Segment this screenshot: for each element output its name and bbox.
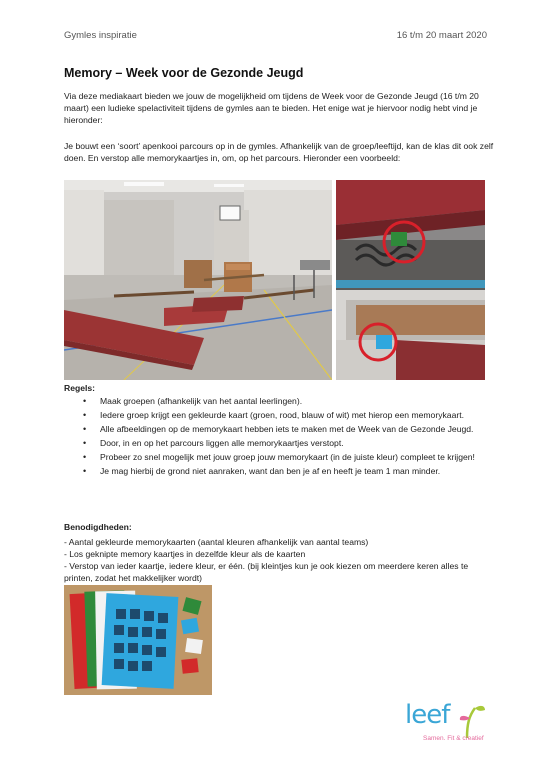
rules-heading: Regels: [64, 383, 96, 393]
materials-item: - Verstop van ieder kaartje, iedere kleur, er één. (bij kleintjes kun je ook kiezen om meerdere keren alles te printen, zodat het makkelijker wordt) [64, 561, 469, 583]
materials-item: - Aantal gekleurde memorykaarten (aantal kleuren afhankelijk van aantal teams) [64, 537, 369, 547]
page-title: Memory – Week voor de Gezonde Jeugd [64, 66, 304, 80]
leef-logo [405, 700, 495, 750]
materials-list [64, 536, 494, 584]
logo-wordmark: leef [405, 700, 450, 730]
parcours-paragraph: Je bouwt een ‘soort’ apenkooi parcours op in de gymles. Afhankelijk van de groep/leeftijd, kan de klas dit ook zelf doen. En verstop alle memorykaartjes in, om, op het parcours. Hieronder een voorbeeld: [64, 141, 494, 163]
memory-cards-photo [64, 585, 212, 695]
gym-hall-illustration [64, 180, 332, 380]
rule-item: • Maak groepen (afhankelijk van het aantal leerlingen). [64, 395, 494, 407]
materials-item: - Los geknipte memory kaartjes in dezelfde kleur als de kaarten [64, 549, 306, 559]
closeup-illustration [336, 180, 485, 380]
gym-hall-photo [64, 180, 332, 380]
logo-tagline: Samen. Fit & creatief [423, 735, 484, 742]
materials-heading: Benodigdheden: [64, 522, 132, 532]
sprout-icon [457, 700, 487, 740]
header-left: Gymles inspiratie [64, 30, 137, 41]
closeup-hidden-cards-photo [336, 180, 485, 380]
memory-cards-illustration [64, 585, 212, 695]
header-date: 16 t/m 20 maart 2020 [396, 30, 487, 41]
rule-item: • Je mag hierbij de grond niet aanraken, want dan ben je af en heeft je team 1 man minder. [64, 465, 494, 477]
rule-item: • Iedere groep krijgt een gekleurde kaart (groen, rood, blauw of wit) met hierop een memorykaart. [64, 409, 494, 421]
rules-list [64, 395, 494, 479]
rule-item: • Alle afbeeldingen op de memorykaart hebben iets te maken met de Week van de Gezonde Jeugd. [64, 423, 494, 435]
intro-paragraph: Via deze mediakaart bieden we jouw de mogelijkheid om tijdens de Week voor de Gezonde Jeugd (16 t/m 20 maart) een ludieke spelactiviteit tijdens de gymles aan te bieden. Het enige wat je hiervoor nodig hebt vind je hieronder: [64, 91, 479, 125]
rule-item: • Door, in en op het parcours liggen alle memorykaartjes verstopt. [64, 437, 494, 449]
rule-item: • Probeer zo snel mogelijk met jouw groep jouw memorykaart (in de juiste kleur) compleet te krijgen! [64, 451, 494, 463]
